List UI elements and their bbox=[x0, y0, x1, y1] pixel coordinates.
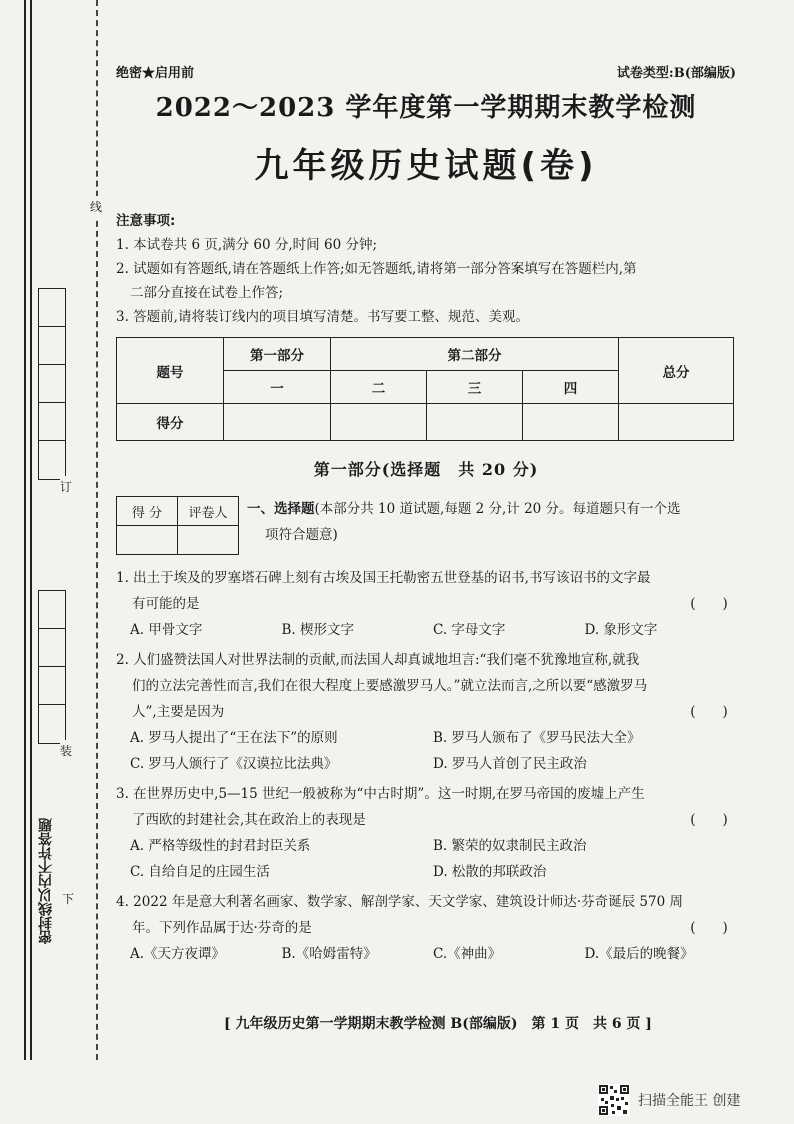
binding-dashed-line bbox=[96, 0, 98, 1060]
option: D.《最后的晚餐》 bbox=[584, 946, 694, 962]
question-2 bbox=[116, 647, 736, 777]
binding-mark-xian: 线 bbox=[90, 196, 102, 217]
instructions-line: 项符合题意) bbox=[265, 527, 338, 543]
binding-box bbox=[38, 666, 66, 706]
notes-block bbox=[116, 209, 736, 329]
option: C. 罗马人颁行了《汉谟拉比法典》 bbox=[130, 756, 338, 772]
answer-paren[interactable]: ( ) bbox=[690, 704, 728, 720]
binding-line-outer bbox=[24, 0, 26, 1060]
grader-table bbox=[116, 496, 239, 555]
paper-type-label: 试卷类型:B(部编版) bbox=[616, 66, 736, 81]
option: D. 象形文字 bbox=[584, 622, 658, 638]
question-stem: 们的立法完善性而言,我们在很大程度上要感激罗马人。”就立法而言,之所以要“感激罗马 bbox=[132, 678, 648, 694]
header-row bbox=[116, 62, 736, 81]
binding-box bbox=[38, 590, 66, 630]
qr-code-icon bbox=[598, 1084, 630, 1116]
option: A. 罗马人提出了“王在法下”的原则 bbox=[130, 730, 338, 746]
question-stem: 年。下列作品属于达·芬奇的是 bbox=[132, 920, 312, 936]
question-stem: 2. 人们盛赞法国人对世界法制的贡献,而法国人却真诚地坦言:“我们毫不犹豫地宣称,就我 bbox=[116, 652, 640, 668]
scanner-badge-text: 扫描全能王 创建 bbox=[638, 1093, 741, 1109]
option: A.《天方夜谭》 bbox=[130, 946, 226, 962]
scanner-badge bbox=[598, 1084, 740, 1116]
score-cell[interactable] bbox=[224, 404, 331, 441]
option: A. 甲骨文字 bbox=[130, 622, 203, 638]
grader-score-cell[interactable] bbox=[117, 526, 178, 555]
grader-row bbox=[116, 496, 736, 555]
question-stem: 人”,主要是因为 bbox=[132, 704, 225, 720]
score-cell-total[interactable] bbox=[619, 404, 734, 441]
option: D. 松散的邦联政治 bbox=[433, 864, 547, 880]
note-item: 二部分直接在试卷上作答; bbox=[130, 285, 284, 301]
note-item: 2. 试题如有答题纸,请在答题纸上作答;如无答题纸,请将第一部分答案填写在答题栏内,第 bbox=[116, 261, 637, 277]
section-title: 第一部分(选择题 共 20 分) bbox=[313, 460, 539, 479]
option: A. 严格等级性的封君封臣关系 bbox=[130, 838, 311, 854]
notes-heading: 注意事项: bbox=[116, 213, 176, 229]
option: B.《哈姆雷特》 bbox=[281, 946, 377, 962]
option: B. 罗马人颁布了《罗马民法大全》 bbox=[433, 730, 641, 746]
exam-page bbox=[116, 62, 736, 967]
binding-box bbox=[38, 402, 66, 442]
answer-paren[interactable]: ( ) bbox=[690, 812, 728, 828]
question-stem: 4. 2022 年是意大利著名画家、数学家、解剖学家、天文学家、建筑设计师达·芬奇诞辰 570 周 bbox=[116, 894, 683, 910]
instructions-heading: 一、选择题 bbox=[247, 501, 315, 517]
question-stem: 有可能的是 bbox=[132, 596, 200, 612]
section-instructions bbox=[247, 496, 736, 548]
grader-reviewer-label: 评卷人 bbox=[178, 497, 239, 526]
score-table-col: 一 bbox=[224, 371, 331, 404]
binding-margin bbox=[0, 0, 103, 1060]
option: C. 自给自足的庄园生活 bbox=[130, 864, 270, 880]
binding-vertical-text: 密封线以内不许答题 bbox=[38, 818, 54, 944]
binding-mark-zhuang: 装 bbox=[60, 740, 72, 761]
binding-mark-xia: 下 bbox=[62, 888, 74, 909]
score-cell[interactable] bbox=[331, 404, 427, 441]
question-stem: 3. 在世界历史中,5—15 世纪一般被称为“中古时期”。这一时期,在罗马帝国的废墟上产生 bbox=[116, 786, 645, 802]
score-table-label-number: 题号 bbox=[117, 338, 224, 404]
grader-score-label: 得 分 bbox=[117, 497, 178, 526]
option: D. 罗马人首创了民主政治 bbox=[433, 756, 587, 772]
binding-box bbox=[38, 326, 66, 366]
score-cell[interactable] bbox=[523, 404, 619, 441]
score-table-col: 四 bbox=[523, 371, 619, 404]
grader-reviewer-cell[interactable] bbox=[178, 526, 239, 555]
question-stem: 1. 出土于埃及的罗塞塔石碑上刻有古埃及国王托勒密五世登基的诏书,书写该诏书的文字最 bbox=[116, 570, 651, 586]
score-table-part2: 第二部分 bbox=[331, 338, 619, 371]
score-table-total: 总分 bbox=[619, 338, 734, 404]
binding-line-inner bbox=[30, 0, 32, 1060]
score-table-label-score: 得分 bbox=[117, 404, 224, 441]
binding-box bbox=[38, 440, 66, 480]
binding-box bbox=[38, 704, 66, 744]
option: B. 楔形文字 bbox=[281, 622, 355, 638]
option: B. 繁荣的奴隶制民主政治 bbox=[433, 838, 587, 854]
answer-paren[interactable]: ( ) bbox=[690, 596, 728, 612]
instructions-line: (本部分共 10 道试题,每题 2 分,计 20 分。每道题只有一个选 bbox=[314, 501, 681, 517]
confidential-label: 绝密★启用前 bbox=[116, 66, 195, 81]
score-table-col: 二 bbox=[331, 371, 427, 404]
binding-mark-ding: 订 bbox=[60, 476, 72, 497]
question-stem: 了西欧的封建社会,其在政治上的表现是 bbox=[132, 812, 366, 828]
option: C.《神曲》 bbox=[433, 946, 502, 962]
question-1 bbox=[116, 565, 736, 643]
score-cell[interactable] bbox=[427, 404, 523, 441]
score-table-part1: 第一部分 bbox=[224, 338, 331, 371]
binding-box bbox=[38, 364, 66, 404]
score-table-col: 三 bbox=[427, 371, 523, 404]
exam-title: 2022～2023 学年度第一学期期末教学检测 bbox=[155, 93, 697, 123]
note-item: 3. 答题前,请将装订线内的项目填写清楚。书写要工整、规范、美观。 bbox=[116, 309, 529, 325]
question-4 bbox=[116, 889, 736, 967]
binding-box bbox=[38, 288, 66, 328]
note-item: 1. 本试卷共 6 页,满分 60 分,时间 60 分钟; bbox=[116, 237, 377, 253]
binding-box bbox=[38, 628, 66, 668]
option: C. 字母文字 bbox=[433, 622, 506, 638]
answer-paren[interactable]: ( ) bbox=[690, 920, 728, 936]
score-table bbox=[116, 337, 734, 441]
page-footer: [ 九年级历史第一学期期末教学检测 B(部编版) 第 1 页 共 6 页 ] bbox=[224, 1016, 652, 1032]
exam-subtitle: 九年级历史试题(卷) bbox=[254, 146, 598, 186]
question-3 bbox=[116, 781, 736, 885]
